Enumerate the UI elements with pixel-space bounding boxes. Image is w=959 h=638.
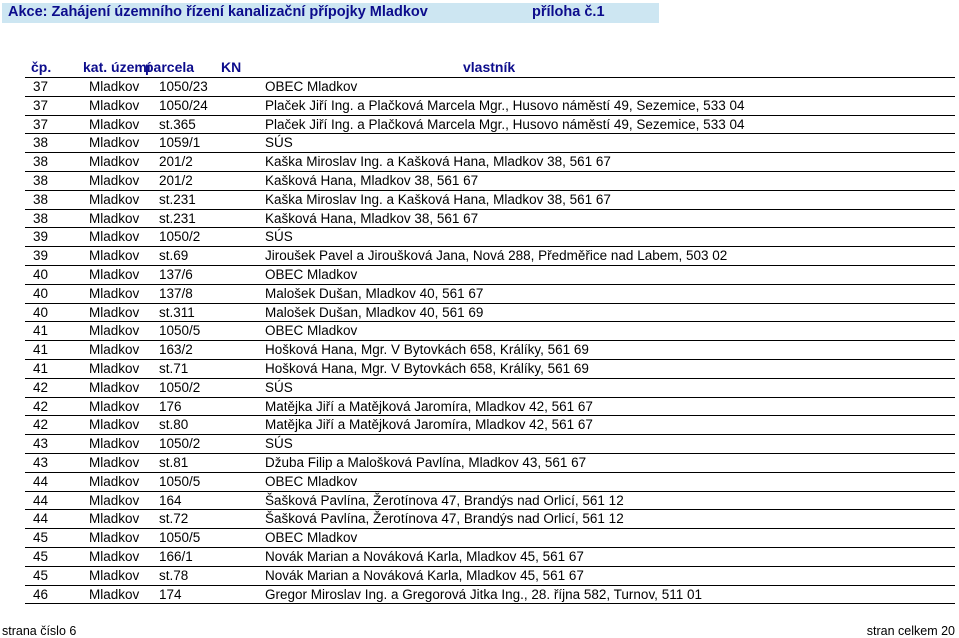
cell-cp: 44 (33, 473, 49, 489)
cell-cp: 42 (33, 398, 49, 414)
cell-vlastnik: Matějka Jiří a Matějková Jaromíra, Mladkov 42, 561 67 (265, 398, 593, 414)
cell-ku: Mladkov (89, 379, 140, 395)
cell-vlastnik: Malošek Dušan, Mladkov 40, 561 69 (265, 304, 484, 320)
cell-ku: Mladkov (89, 492, 140, 508)
table-body (25, 78, 955, 604)
cell-cp: 37 (33, 97, 49, 113)
cell-ku: Mladkov (89, 567, 140, 583)
cell-cp: 45 (33, 567, 49, 583)
cell-ku: Mladkov (89, 454, 140, 470)
cell-ku: Mladkov (89, 116, 140, 132)
cell-ku: Mladkov (89, 511, 140, 527)
table-row (25, 360, 955, 379)
cell-ku: Mladkov (89, 135, 140, 151)
cell-vlastnik: Kaška Miroslav Ing. a Kašková Hana, Mladkov 38, 561 67 (265, 191, 611, 207)
cell-cp: 38 (33, 210, 49, 226)
cell-vlastnik: Kašková Hana, Mladkov 38, 561 67 (265, 172, 479, 188)
column-header-vlastnik: vlastník (463, 59, 516, 75)
cell-vlastnik: Plaček Jiří Ing. a Plačková Marcela Mgr., Husovo náměstí 49, Sezemice, 533 04 (265, 116, 745, 132)
cell-cp: 43 (33, 454, 49, 470)
cell-cp: 43 (33, 436, 49, 452)
cell-parcela: 137/8 (159, 285, 193, 301)
cell-vlastnik: Džuba Filip a Malošková Pavlína, Mladkov 43, 561 67 (265, 454, 587, 470)
table-row (25, 510, 955, 529)
cell-ku: Mladkov (89, 342, 140, 358)
cell-ku: Mladkov (89, 248, 140, 264)
table-row (25, 379, 955, 398)
cell-cp: 45 (33, 548, 49, 564)
cell-parcela: 137/6 (159, 266, 193, 282)
cell-parcela: 174 (159, 586, 182, 602)
cell-parcela: 201/2 (159, 154, 193, 170)
cell-cp: 44 (33, 511, 49, 527)
cell-ku: Mladkov (89, 79, 140, 94)
cell-ku: Mladkov (89, 436, 140, 452)
table-row (25, 473, 955, 492)
cell-vlastnik: Matějka Jiří a Matějková Jaromíra, Mladkov 42, 561 67 (265, 417, 593, 433)
cell-parcela: 1059/1 (159, 135, 201, 151)
cell-vlastnik: Kašková Hana, Mladkov 38, 561 67 (265, 210, 479, 226)
cell-vlastnik: Šašková Pavlína, Žerotínova 47, Brandýs nad Orlicí, 561 12 (265, 492, 624, 508)
cell-vlastnik: Novák Marian a Nováková Karla, Mladkov 45, 561 67 (265, 567, 584, 583)
cell-ku: Mladkov (89, 586, 140, 602)
cell-parcela: st.72 (159, 511, 189, 527)
cell-parcela: st.311 (159, 304, 195, 320)
cell-cp: 40 (33, 285, 49, 301)
cell-cp: 39 (33, 248, 49, 264)
cell-parcela: st.69 (159, 248, 189, 264)
owners-table (25, 56, 955, 604)
cell-parcela: st.231 (159, 210, 196, 226)
column-header-ku: kat. území (83, 59, 151, 75)
table-row (25, 398, 955, 417)
cell-parcela: 164 (159, 492, 182, 508)
cell-vlastnik: Malošek Dušan, Mladkov 40, 561 67 (265, 285, 484, 301)
table-row (25, 78, 955, 97)
cell-cp: 38 (33, 154, 49, 170)
cell-parcela: st.71 (159, 360, 189, 376)
page-total: stran celkem 20 (866, 624, 955, 638)
cell-ku: Mladkov (89, 323, 140, 339)
cell-ku: Mladkov (89, 398, 140, 414)
cell-cp: 39 (33, 229, 49, 245)
table-row (25, 322, 955, 341)
page-number: strana číslo 6 (2, 624, 77, 638)
cell-ku: Mladkov (89, 304, 140, 320)
cell-cp: 41 (33, 360, 49, 376)
cell-cp: 37 (33, 116, 49, 132)
cell-cp: 42 (33, 417, 49, 433)
cell-cp: 41 (33, 342, 49, 358)
cell-cp: 46 (33, 586, 49, 602)
cell-ku: Mladkov (89, 530, 140, 546)
table-row (25, 529, 955, 548)
cell-vlastnik: Gregor Miroslav Ing. a Gregorová Jitka Ing., 28. října 582, Turnov, 511 01 (265, 586, 702, 602)
cell-parcela: st.80 (159, 417, 189, 433)
cell-cp: 45 (33, 530, 49, 546)
cell-parcela: 1050/5 (159, 473, 201, 489)
table-row (25, 416, 955, 435)
cell-vlastnik: OBEC Mladkov (265, 323, 358, 339)
cell-ku: Mladkov (89, 285, 140, 301)
cell-vlastnik: OBEC Mladkov (265, 79, 358, 94)
cell-vlastnik: Plaček Jiří Ing. a Plačková Marcela Mgr., Husovo náměstí 49, Sezemice, 533 04 (265, 97, 745, 113)
column-header-cp: čp. (31, 59, 52, 75)
cell-parcela: 1050/5 (159, 530, 201, 546)
table-row (25, 116, 955, 135)
cell-ku: Mladkov (89, 172, 140, 188)
table-row (25, 134, 955, 153)
cell-cp: 37 (33, 79, 49, 94)
cell-cp: 42 (33, 379, 49, 395)
table-row (25, 492, 955, 511)
cell-cp: 40 (33, 266, 49, 282)
cell-vlastnik: Jiroušek Pavel a Jiroušková Jana, Nová 288, Předměřice nad Labem, 503 02 (265, 248, 728, 264)
cell-vlastnik: SÚS (265, 379, 293, 395)
cell-vlastnik: SÚS (265, 135, 293, 151)
cell-ku: Mladkov (89, 154, 140, 170)
table-row (25, 97, 955, 116)
table-row (25, 285, 955, 304)
cell-ku: Mladkov (89, 473, 140, 489)
cell-parcela: 1050/24 (159, 97, 208, 113)
cell-parcela: 1050/2 (159, 436, 201, 452)
table-row (25, 341, 955, 360)
cell-vlastnik: Šašková Pavlína, Žerotínova 47, Brandýs nad Orlicí, 561 12 (265, 511, 624, 527)
table-row (25, 210, 955, 229)
cell-vlastnik: SÚS (265, 436, 293, 452)
cell-ku: Mladkov (89, 360, 140, 376)
cell-vlastnik: SÚS (265, 229, 293, 245)
table-row (25, 153, 955, 172)
table-row (25, 172, 955, 191)
cell-parcela: st.81 (159, 454, 189, 470)
cell-cp: 41 (33, 323, 49, 339)
cell-parcela: st.78 (159, 567, 189, 583)
annex-label: příloha č.1 (532, 4, 605, 20)
cell-cp: 38 (33, 191, 49, 207)
cell-parcela: 163/2 (159, 342, 193, 358)
cell-parcela: 1050/23 (159, 79, 208, 94)
cell-cp: 38 (33, 135, 49, 151)
table-row (25, 567, 955, 586)
cell-vlastnik: OBEC Mladkov (265, 530, 358, 546)
cell-ku: Mladkov (89, 266, 140, 282)
column-header-kn: KN (221, 59, 242, 75)
cell-ku: Mladkov (89, 417, 140, 433)
cell-ku: Mladkov (89, 229, 140, 245)
cell-cp: 44 (33, 492, 49, 508)
cell-vlastnik: Hošková Hana, Mgr. V Bytovkách 658, Králíky, 561 69 (265, 342, 589, 358)
cell-vlastnik: Novák Marian a Nováková Karla, Mladkov 45, 561 67 (265, 548, 584, 564)
table-row (25, 247, 955, 266)
cell-ku: Mladkov (89, 210, 140, 226)
table-row (25, 304, 955, 323)
cell-vlastnik: Kaška Miroslav Ing. a Kašková Hana, Mladkov 38, 561 67 (265, 154, 611, 170)
cell-parcela: 1050/2 (159, 379, 201, 395)
document-title-bar (2, 3, 659, 23)
table-row (25, 435, 955, 454)
cell-vlastnik: OBEC Mladkov (265, 266, 358, 282)
cell-parcela: st.231 (159, 191, 196, 207)
cell-cp: 38 (33, 172, 49, 188)
cell-parcela: 166/1 (159, 548, 193, 564)
cell-vlastnik: Hošková Hana, Mgr. V Bytovkách 658, Králíky, 561 69 (265, 360, 589, 376)
table-row (25, 191, 955, 210)
table-row (25, 266, 955, 285)
cell-parcela: 201/2 (159, 172, 193, 188)
cell-parcela: st.365 (159, 116, 196, 132)
table-row (25, 586, 955, 605)
cell-ku: Mladkov (89, 191, 140, 207)
cell-vlastnik: OBEC Mladkov (265, 473, 358, 489)
table-row (25, 548, 955, 567)
cell-parcela: 176 (159, 398, 182, 414)
cell-cp: 40 (33, 304, 49, 320)
cell-ku: Mladkov (89, 548, 140, 564)
cell-ku: Mladkov (89, 97, 140, 113)
document-title: Akce: Zahájení územního řízení kanalizační přípojky Mladkov (8, 4, 428, 20)
column-header-parcela: parcela (145, 59, 195, 75)
table-row (25, 454, 955, 473)
table-header (25, 56, 955, 78)
table-row (25, 228, 955, 247)
cell-parcela: 1050/2 (159, 229, 201, 245)
cell-parcela: 1050/5 (159, 323, 201, 339)
